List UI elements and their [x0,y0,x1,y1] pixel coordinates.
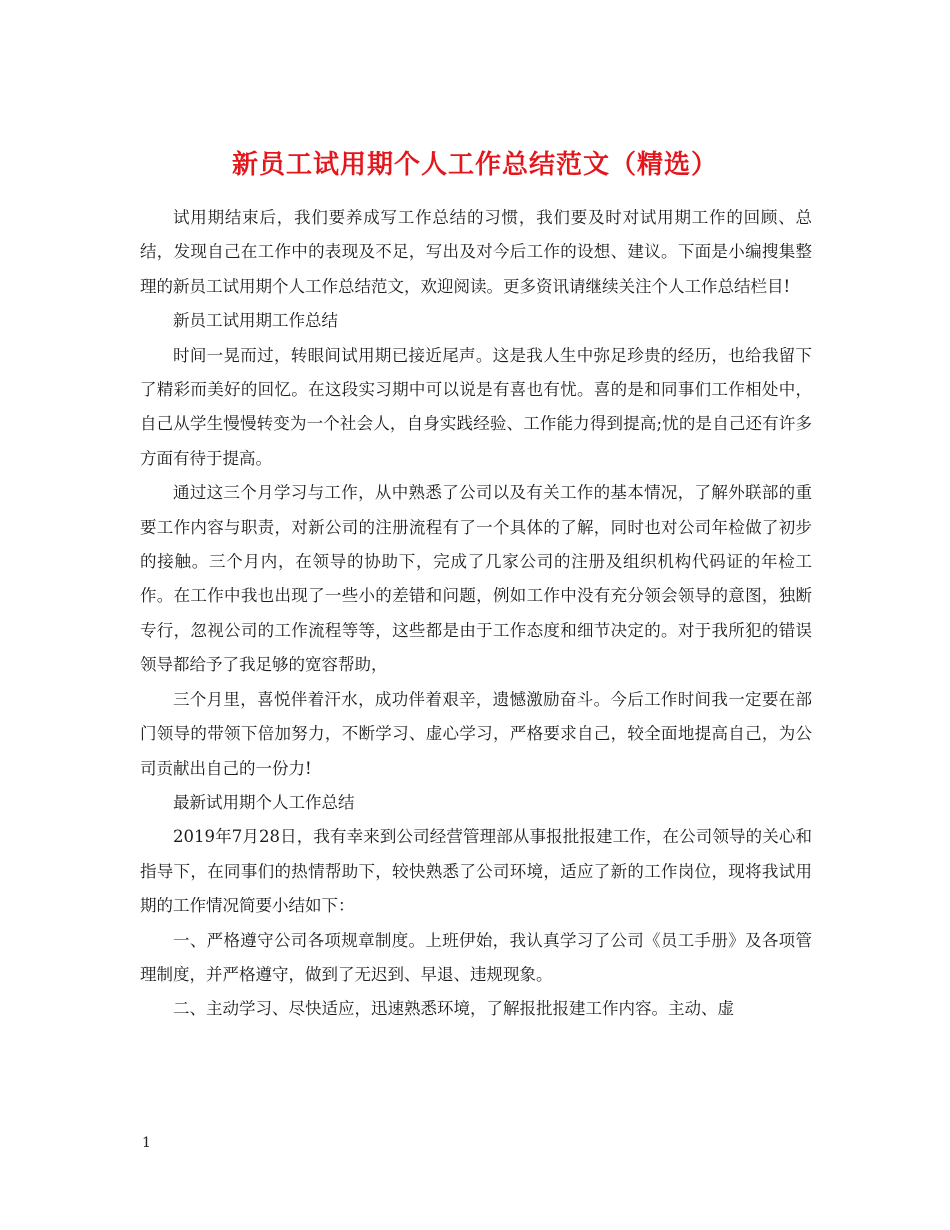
section-heading: 新员工试用期工作总结 [173,311,338,331]
document-body [140,201,812,1027]
page-number: 1 [142,1135,151,1151]
paragraph: 时间一晃而过，转眼间试用期已接近尾声。这是我人生中弥足珍贵的经历，也给我留下了精彩而美好的回忆。在这段实习期中可以说是有喜也有忧。喜的是和同事们工作相处中，自己从学生慢慢转变为一个社会人，自身实践经验、工作能力得到提高;忧的是自己还有许多方面有待于提高。 [140,345,812,468]
section-heading: 最新试用期个人工作总结 [173,792,355,812]
document-title: 新员工试用期个人工作总结范文（精选） [231,150,718,181]
paragraph: 2019年7月28日，我有幸来到公司经营管理部从事报批报建工作，在公司领导的关心和指导下，在同事们的热情帮助下，较快熟悉了公司环境，适应了新的工作岗位，现将我试用期的工作情况简要小结如下： [140,827,812,916]
paragraph-intro: 试用期结束后，我们要养成写工作总结的习惯，我们要及时对试用期工作的回顾、总结，发现自己在工作中的表现及不足，写出及对今后工作的设想、建议。下面是小编搜集整理的新员工试用期个人工作总结范文，欢迎阅读。更多资讯请继续关注个人工作总结栏目! [140,208,812,296]
paragraph: 一、严格遵守公司各项规章制度。上班伊始，我认真学习了公司《员工手册》及各项管理制度，并严格遵守，做到了无迟到、早退、违规现象。 [140,930,812,984]
paragraph: 二、主动学习、尽快适应，迅速熟悉环境，了解报批报建工作内容。主动、虚 [173,999,734,1019]
paragraph: 通过这三个月学习与工作，从中熟悉了公司以及有关工作的基本情况，了解外联部的重要工作内容与职责，对新公司的注册流程有了一个具体的了解，同时也对公司年检做了初步的接触。三个月内，在领导的协助下，完成了几家公司的注册及组织机构代码证的年检工作。在工作中我也出现了一些小的差错和问题，例如工作中没有充分领会领导的意图，独断专行，忽视公司的工作流程等等，这些都是由于工作态度和细节决定的。对于我所犯的错误领导都给予了我足够的宽容帮助， [140,483,812,675]
paragraph: 三个月里，喜悦伴着汗水，成功伴着艰辛，遗憾激励奋斗。今后工作时间我一定要在部门领导的带领下倍加努力，不断学习、虚心学习，严格要求自己，较全面地提高自己，为公司贡献出自己的一份力! [140,689,812,778]
